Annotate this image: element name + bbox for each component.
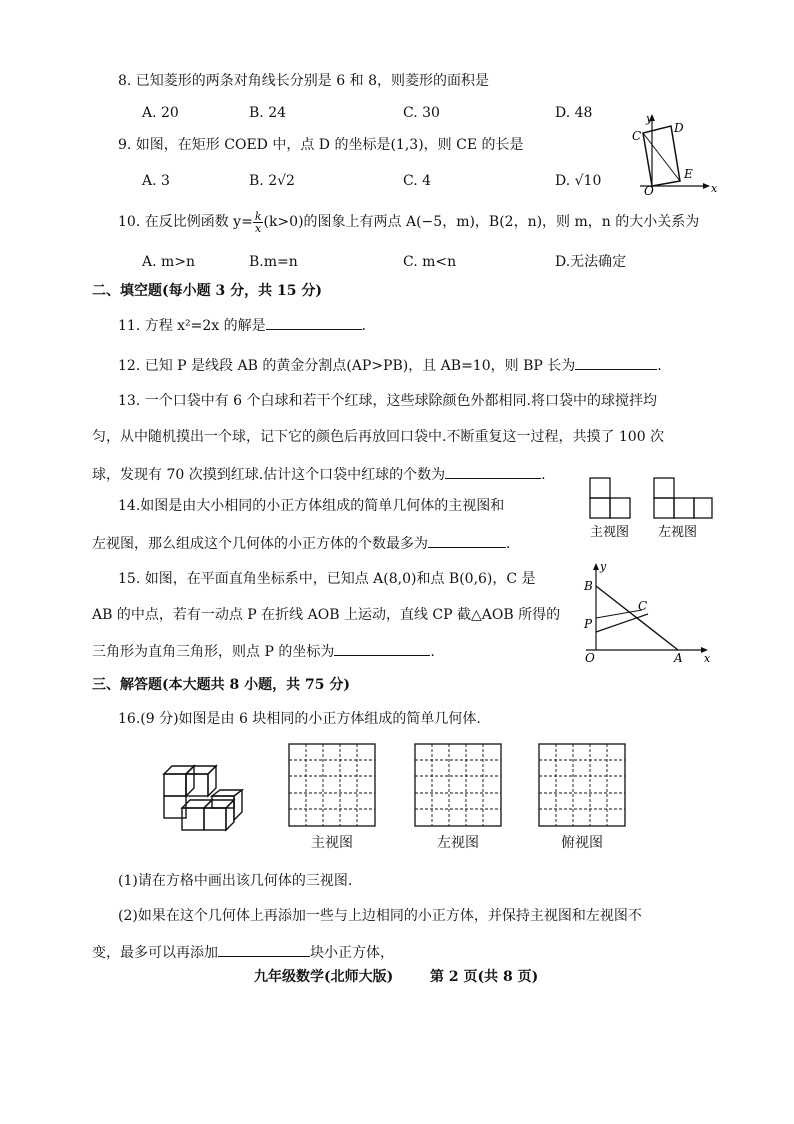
q14-label-front: 主视图 (590, 525, 630, 540)
q9-option-a: A. 3 (142, 173, 170, 189)
q11-text: 11. 方程 x²=2x 的解是 (118, 318, 266, 334)
q15-answer-blank[interactable] (334, 641, 430, 656)
q16-answer-blank[interactable] (218, 942, 310, 957)
q16-grid-front[interactable] (288, 743, 378, 829)
section3-heading: 三、解答题(本大题共 8 小题，共 75 分) (92, 677, 350, 693)
q15-end: . (430, 644, 435, 660)
q15-label-a: A (674, 651, 683, 665)
q14-end: . (506, 536, 511, 552)
q13-line1: 13. 一个口袋中有 6 个白球和若干个红球，这些球除颜色外都相同.将口袋中的球搅拌均 (118, 393, 657, 409)
q12-answer-blank[interactable] (575, 355, 657, 370)
q16-cube-figure (156, 758, 252, 836)
q10-option-a: A. m>n (142, 254, 196, 270)
q16-grid-left[interactable] (414, 743, 504, 829)
q15-figure (582, 558, 714, 666)
q12-end: . (657, 358, 662, 374)
q13-line3-text: 球，发现有 70 次摸到红球.估计这个口袋中红球的个数为 (92, 467, 446, 483)
q10-option-b: B.m=n (249, 254, 298, 270)
q9-label-y: y (646, 112, 653, 125)
q13-answer-blank[interactable] (445, 464, 541, 479)
footer-course: 九年级数学(北师大版) (254, 969, 394, 985)
q11-answer-blank[interactable] (266, 315, 362, 330)
q9-stem: 9. 如图，在矩形 COED 中，点 D 的坐标是(1,3)，则 CE 的长是 (118, 137, 524, 153)
q15-label-y: y (600, 560, 607, 573)
q16-grid-top[interactable] (538, 743, 628, 829)
q16-label-front: 主视图 (311, 835, 353, 851)
q13-line3 (92, 464, 546, 484)
q16-label-left: 左视图 (437, 835, 479, 851)
q9-option-b: B. 2√2 (249, 173, 295, 189)
q12-text: 12. 已知 P 是线段 AB 的黄金分割点(AP>PB)，且 AB=10，则 BP 长为 (118, 358, 576, 374)
q15-label-b: B (584, 579, 593, 593)
q9-label-d: D (674, 121, 684, 135)
q13-end: . (541, 467, 546, 483)
q16-part2-line1: (2)如果在这个几何体上再添加一些与上边相同的小正方体，并保持主视图和左视图不 (118, 908, 642, 924)
q9-figure (620, 108, 720, 196)
q16-label-top: 俯视图 (561, 835, 603, 851)
q14-line1: 14.如图是由大小相同的小正方体组成的简单几何体的主视图和 (118, 498, 505, 514)
footer-page: 第 2 页(共 8 页) (430, 969, 539, 985)
q9-label-x: x (711, 182, 718, 195)
q16-stem: 16.(9 分)如图是由 6 块相同的小正方体组成的简单几何体. (118, 711, 481, 727)
q15-line1: 15. 如图，在平面直角坐标系中，已知点 A(8,0)和点 B(0,6)，C 是 (118, 571, 536, 587)
q8-option-d: D. 48 (555, 105, 593, 121)
q15-label-p: P (584, 617, 593, 631)
q16-part2-line2-b: 块小正方体， (310, 945, 394, 961)
q8-option-c: C. 30 (403, 105, 440, 121)
q9-option-c: C. 4 (403, 173, 432, 189)
q11-end: . (361, 318, 367, 334)
q10-fraction (253, 211, 264, 234)
q8-option-a: A. 20 (142, 105, 179, 121)
q8-option-b: B. 24 (249, 105, 287, 121)
q15-label-x: x (704, 652, 711, 665)
q16-part1: (1)请在方格中画出该几何体的三视图. (118, 873, 353, 889)
q14-line2 (92, 533, 510, 553)
q9-option-d: D. √10 (555, 173, 602, 189)
q10-option-c: C. m<n (403, 254, 457, 270)
q15-line3 (92, 641, 435, 661)
q11 (118, 315, 366, 335)
q10-stem-b: (k>0)的图象上有两点 A(−5，m)，B(2，n)，则 m，n 的大小关系为 (263, 214, 700, 230)
q10-option-d: D.无法确定 (555, 254, 627, 270)
q14-answer-blank[interactable] (428, 533, 506, 548)
q10-stem (118, 208, 699, 236)
q10-frac-den: x (255, 221, 262, 235)
q14-figure (584, 474, 714, 540)
q10-stem-a: 10. 在反比例函数 y= (118, 214, 253, 230)
q15-line2: AB 的中点，若有一动点 P 在折线 AOB 上运动，直线 CP 截△AOB 所得的 (92, 607, 561, 623)
q14-label-left: 左视图 (658, 525, 698, 540)
q15-label-c: C (638, 599, 648, 613)
q12 (118, 355, 662, 375)
q16-part2-line2-a: 变，最多可以再添加 (92, 945, 218, 961)
q10-frac-num: k (254, 209, 262, 223)
q13-line2: 匀，从中随机摸出一个球，记下它的颜色后再放回口袋中.不断重复这一过程，共摸了 100 次 (92, 429, 665, 445)
q8-stem: 8. 已知菱形的两条对角线长分别是 6 和 8，则菱形的面积是 (118, 73, 489, 89)
q9-label-e: E (684, 167, 693, 181)
q9-label-o: O (644, 184, 654, 196)
q14-line2-text: 左视图，那么组成这个几何体的小正方体的个数最多为 (92, 536, 428, 552)
q9-label-c: C (632, 129, 642, 143)
q16-part2-line2 (92, 942, 394, 962)
q15-line3-text: 三角形为直角三角形，则点 P 的坐标为 (92, 644, 335, 660)
section2-heading: 二、填空题(每小题 3 分，共 15 分) (92, 283, 322, 299)
q15-label-o: O (585, 651, 595, 665)
